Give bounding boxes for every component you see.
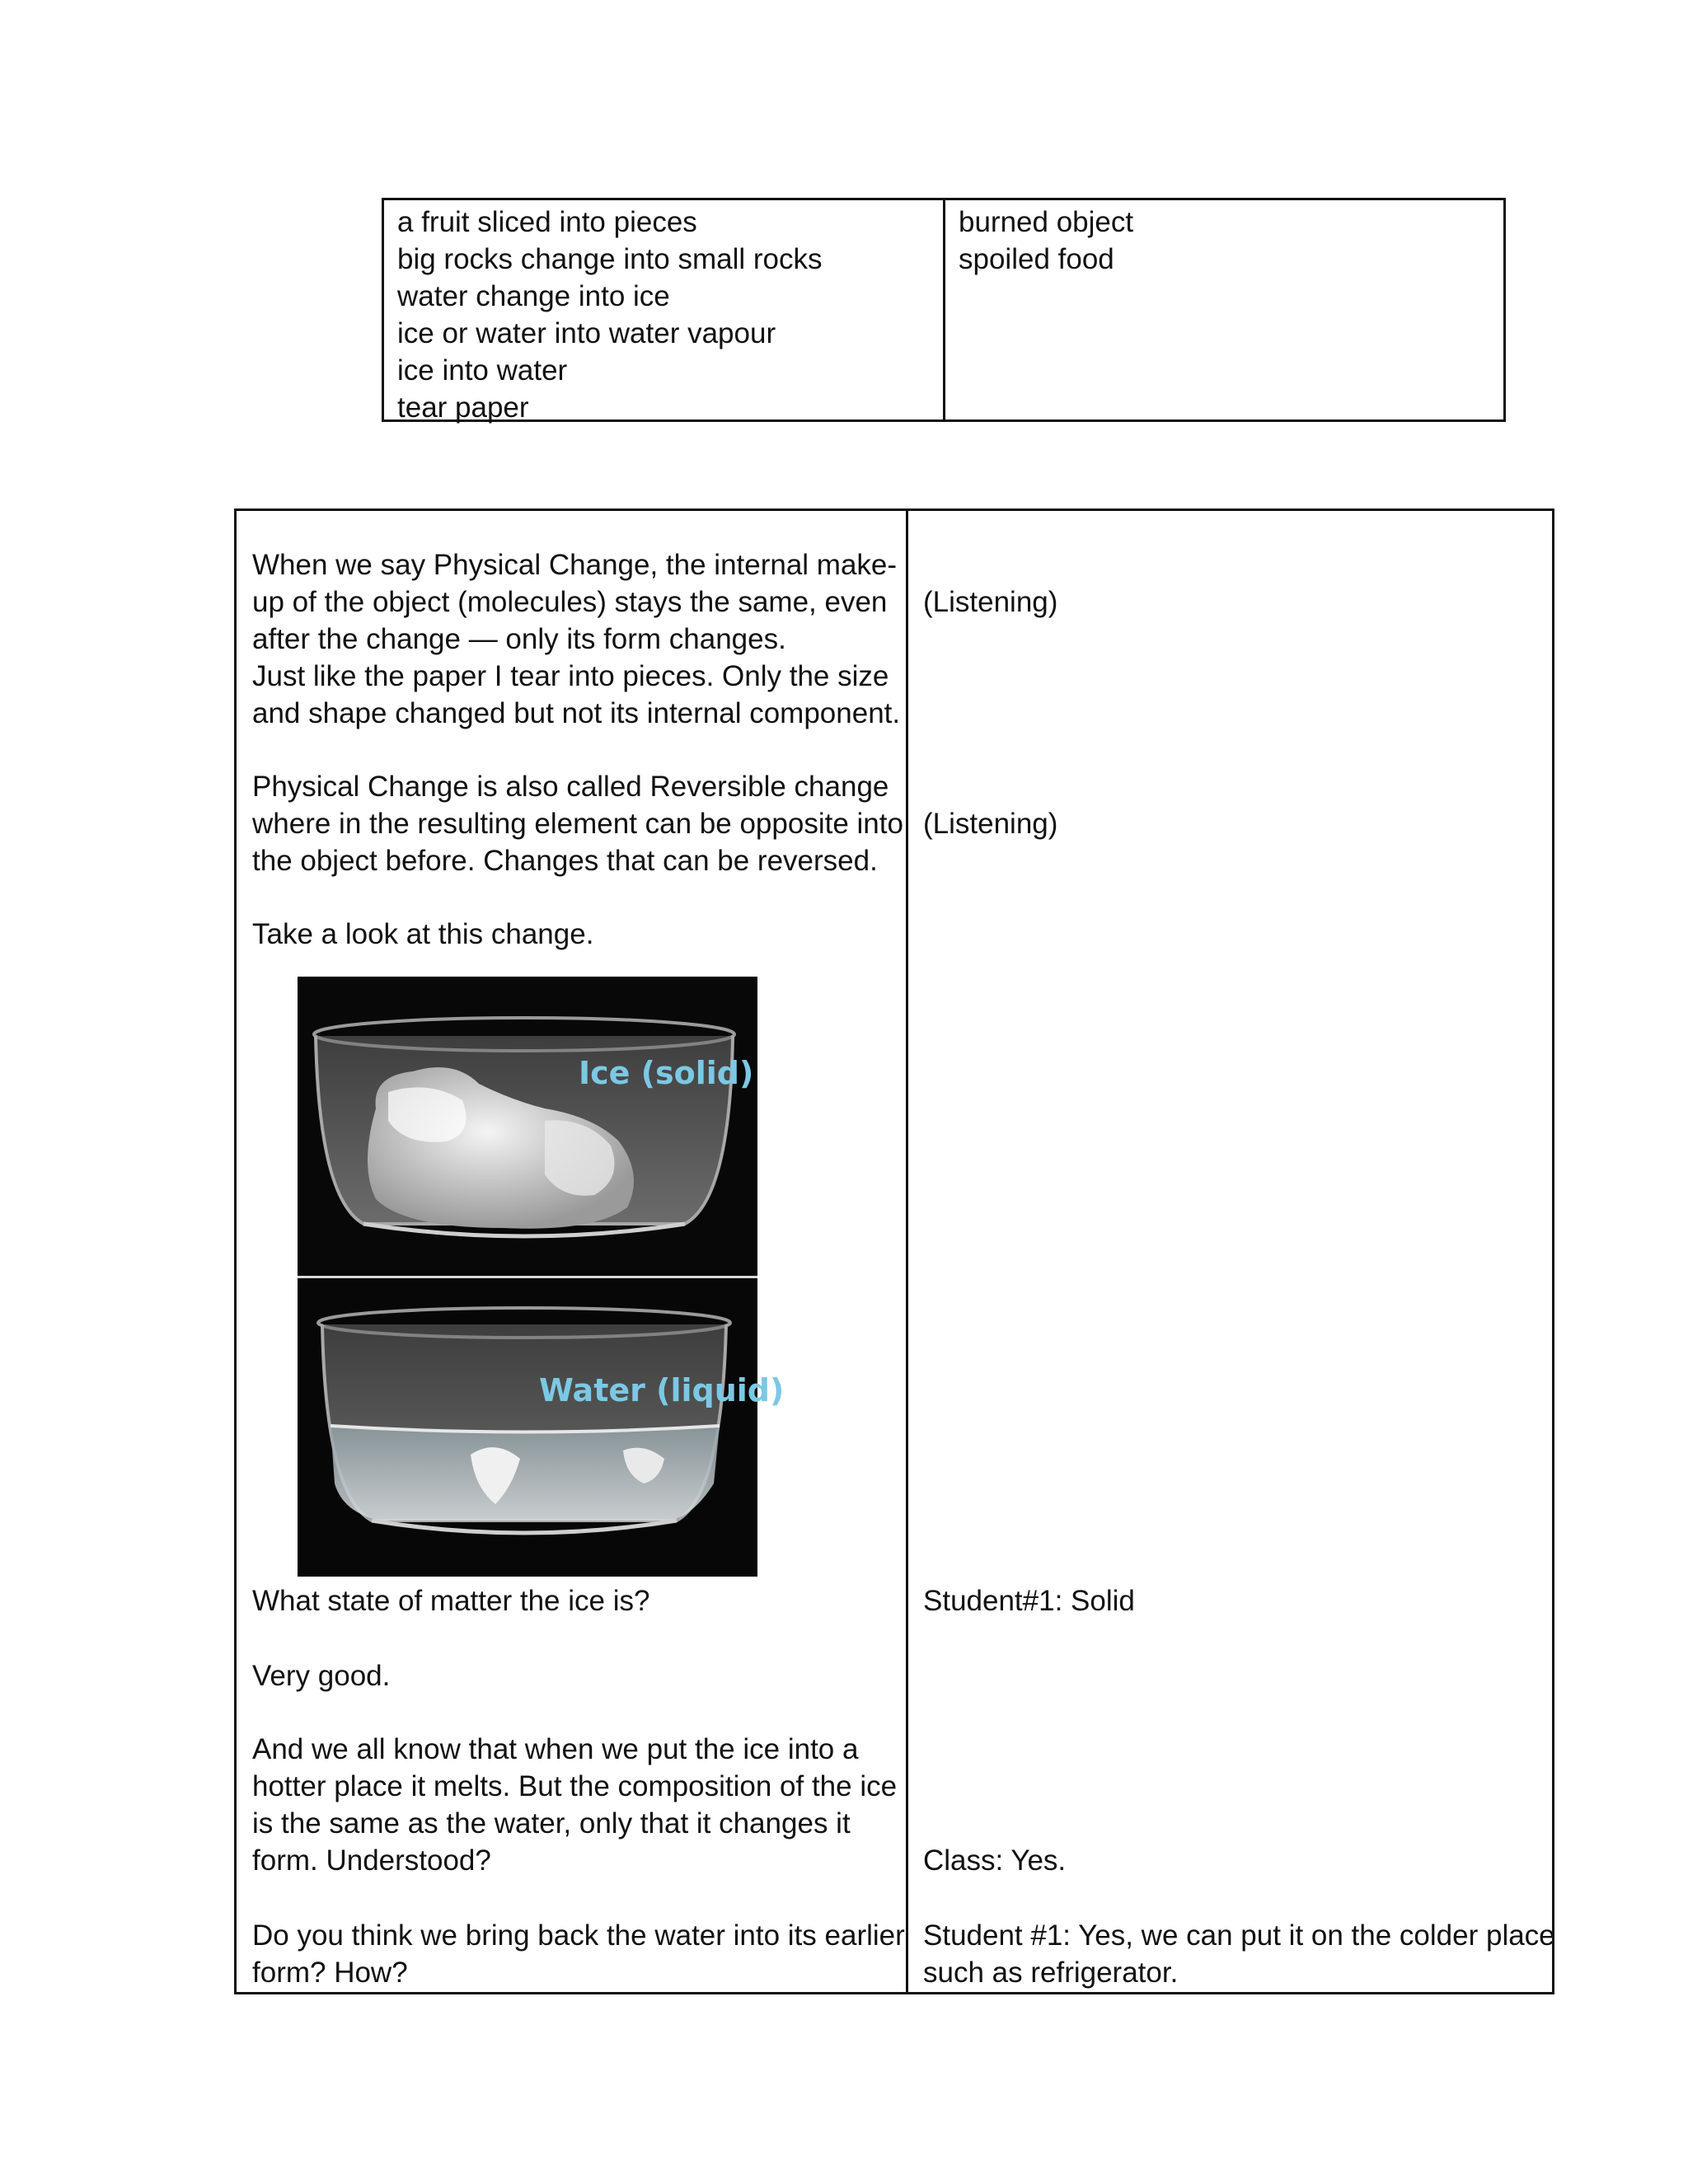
lesson-table: [234, 509, 1554, 1994]
student-response-solid: Student#1: Solid: [923, 1585, 1135, 1617]
example-item: water change into ice: [397, 280, 670, 312]
teacher-paragraph-reversible: [252, 768, 903, 879]
teacher-paragraph-melting: [252, 1731, 897, 1879]
student-response-listening: (Listening): [923, 808, 1058, 840]
text-line: form? How?: [252, 1957, 408, 1989]
student-response-refrigerator: [923, 1917, 1555, 1991]
text-line: Student #1: Yes, we can put it on the colder place: [923, 1919, 1555, 1952]
text-line: after the change — only its form changes.: [252, 623, 786, 655]
text-line: Just like the paper I tear into pieces. Only the size: [252, 660, 889, 692]
text-line: such as refrigerator.: [923, 1957, 1179, 1989]
text-line: where in the resulting element can be opposite into: [252, 808, 903, 840]
example-item: spoiled food: [959, 243, 1114, 275]
example-item: tear paper: [397, 391, 529, 424]
teacher-question-state: What state of matter the ice is?: [252, 1585, 650, 1617]
teacher-question-reverse: [252, 1917, 905, 1991]
text-line: and shape changed but not its internal component.: [252, 697, 901, 729]
water-label: Water (liquid): [539, 1372, 785, 1408]
text-line: Do you think we bring back the water into its earlier: [252, 1919, 905, 1952]
chemical-change-examples: [945, 200, 1503, 419]
text-line: And we all know that when we put the ice into a: [252, 1733, 859, 1765]
example-item: big rocks change into small rocks: [397, 243, 823, 275]
text-line: When we say Physical Change, the internal make-: [252, 549, 898, 581]
example-item: a fruit sliced into pieces: [397, 206, 697, 238]
teacher-prompt-look: Take a look at this change.: [252, 918, 594, 950]
teacher-paragraph-physical-change: [252, 546, 900, 732]
ice-label: Ice (solid): [579, 1055, 754, 1091]
student-response-listening: (Listening): [923, 586, 1058, 618]
example-item: ice or water into water vapour: [397, 317, 776, 349]
text-line: hotter place it melts. But the composition of the ice: [252, 1770, 898, 1802]
examples-table: [382, 198, 1506, 422]
text-line: up of the object (molecules) stays the same, even: [252, 586, 888, 618]
text-line: Physical Change is also called Reversible change: [252, 771, 889, 803]
example-item: ice into water: [397, 354, 568, 387]
photo-divider: [298, 1276, 757, 1278]
text-line: the object before. Changes that can be reversed.: [252, 845, 878, 877]
physical-change-examples: [384, 200, 945, 424]
class-response-yes: Class: Yes.: [923, 1844, 1067, 1877]
teacher-praise: Very good.: [252, 1660, 391, 1692]
ice-water-photo: [298, 977, 785, 1577]
column-divider: [906, 511, 908, 1992]
text-line: form. Understood?: [252, 1844, 491, 1877]
example-item: burned object: [959, 206, 1134, 238]
text-line: is the same as the water, only that it changes it: [252, 1807, 851, 1840]
